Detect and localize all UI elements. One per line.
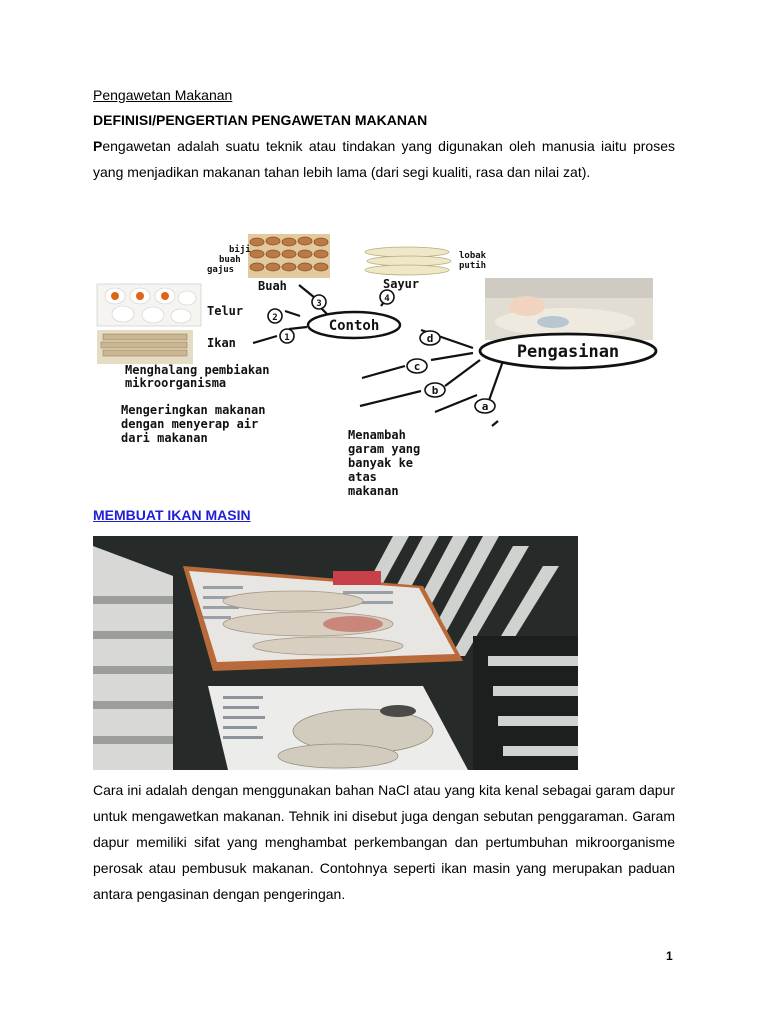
page-title: Pengawetan Makanan xyxy=(93,87,233,103)
egg-photo xyxy=(97,284,201,326)
cashew-photo xyxy=(248,234,330,278)
salting-photo xyxy=(485,278,653,340)
branch-b-line2: dengan menyerap air xyxy=(121,417,259,431)
label-buah-small: buah xyxy=(219,255,241,265)
branch-b-line3: dari makanan xyxy=(121,431,208,445)
branch-a-line3: banyak ke xyxy=(348,456,414,470)
label-putih: putih xyxy=(459,261,487,271)
label-biji: biji xyxy=(229,245,251,255)
num-3: 3 xyxy=(316,299,322,309)
branch-a-line1: Menambah xyxy=(348,428,406,442)
intro-initial: P xyxy=(93,138,103,154)
branch-a-line4: atas xyxy=(348,470,377,484)
label-buah: Buah xyxy=(258,279,287,293)
branch-c-line2: mikroorganisma xyxy=(125,376,227,390)
branch-b-line1: Mengeringkan makanan xyxy=(121,403,266,417)
salted-fish-photo xyxy=(93,536,578,770)
label-telur: Telur xyxy=(207,304,244,318)
radish-photo xyxy=(363,244,455,278)
contoh-label: Contoh xyxy=(328,318,380,334)
letter-c: c xyxy=(413,360,421,373)
label-sayur: Sayur xyxy=(383,277,420,291)
label-gajus: gajus xyxy=(207,265,235,275)
section-subtitle: DEFINISI/PENGERTIAN PENGAWETAN MAKANAN xyxy=(93,112,428,128)
dried-fish-photo xyxy=(97,330,193,364)
num-1: 1 xyxy=(284,333,290,343)
intro-text: engawetan adalah suatu teknik atau tindakan yang digunakan oleh manusia iaitu proses yang menjadikan makanan tahan lebih lama (dari segi kualiti, rasa dan nilai zat). xyxy=(93,138,675,180)
letter-b: b xyxy=(431,384,439,397)
concept-diagram xyxy=(95,230,670,505)
branch-a-line5: makanan xyxy=(348,484,399,498)
num-2: 2 xyxy=(272,313,278,323)
body-paragraph: Cara ini adalah dengan menggunakan bahan NaCl atau yang kita kenal sebagai garam dapur untuk mengawetkan makanan. Tehnik ini disebut juga dengan sebutan penggaraman. Garam dapur memiliki sifat yang menghambat perkembangan dan pertumbuhan mikroorganisme perosak atau pembusuk makanan. Contohnya seperti ikan masin yang merupakan paduan antara pengasinan dengan pengeringan. xyxy=(93,782,675,902)
label-lobak: lobak xyxy=(459,251,487,261)
label-ikan: Ikan xyxy=(207,336,236,350)
letter-d: d xyxy=(426,332,434,345)
page-number: 1 xyxy=(666,949,673,963)
section-heading-link[interactable]: MEMBUAT IKAN MASIN xyxy=(93,507,251,523)
intro-paragraph xyxy=(93,133,675,185)
letter-a: a xyxy=(481,400,489,413)
branch-c-line1: Menghalang pembiakan xyxy=(125,363,270,377)
branch-a-line2: garam yang xyxy=(348,442,421,456)
num-4: 4 xyxy=(384,294,390,304)
center-label: Pengasinan xyxy=(516,342,620,362)
